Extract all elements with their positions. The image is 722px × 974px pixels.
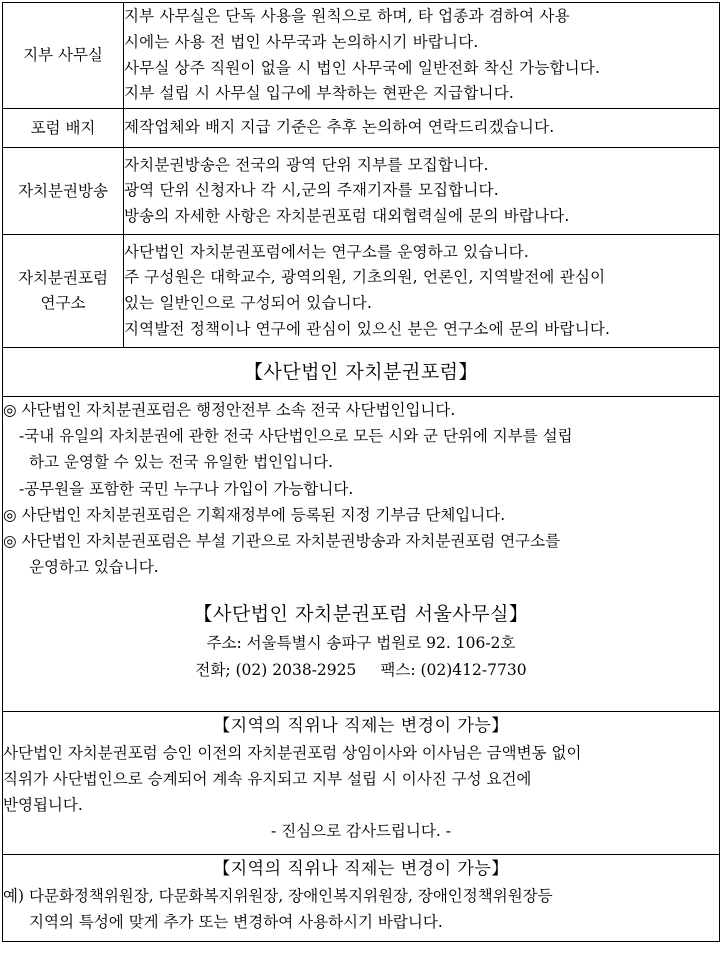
org-info [3,397,720,712]
content-line: 방송의 자세한 사항은 자치분권포럼 대외협력실에 문의 바랍나다. [124,206,570,225]
row-label-text: 자치분권포럼 [18,269,108,287]
content-line: 있는 일반인으로 구성되어 있습니다. [124,294,373,312]
row-label [3,109,124,148]
info-line: 하고 운영할 수 있는 전국 유일한 법인입니다. [29,453,334,472]
row-label-text: 지부 사무실 [23,46,103,64]
content-line: 주 구성원은 대학교수, 광역의원, 기초의원, 언론인, 지역발전에 관심이 [124,268,606,287]
info-line: ◎ 사단법인 자치분권포럼은 행정안전부 소속 전국 사단법인입니다. [3,401,456,419]
section-2-line: 지역의 특성에 맞게 추가 또는 변경하여 사용하시기 바랍니다. [29,913,443,931]
row-content [124,109,720,148]
office-fax: 팩스: (02)412-7730 [380,660,527,679]
row-forum-badge [3,109,720,148]
info-line: 운영하고 있습니다. [29,558,159,577]
office-contact [3,657,719,683]
section-1-line: 사단법인 자치분권포럼 승인 이전의 자치분권포럼 상임이사와 이사님은 금액변동 없이 [3,744,582,762]
section-1-line: 직위가 사단법인으로 승계되어 계속 유지되고 지부 설립 시 이사진 구성 요건에 [3,770,532,788]
row-section-1 [3,712,720,855]
info-line: -공무원을 포함한 국민 누구나 가입이 가능합니다. [19,479,354,498]
content-line: 지역발전 정책이나 연구에 관심이 있으신 분은 연구소에 문의 바랍니다. [124,319,611,338]
row-section-2 [3,855,720,942]
section-1-title: 【지역의 직위나 직제는 변경이 가능】 [213,716,509,736]
section-2 [3,855,720,942]
info-line: ◎ 사단법인 자치분권포럼은 기획재정부에 등록된 지정 기부금 단체입니다. [3,505,506,524]
row-content [124,148,720,235]
row-label-text: 포럼 배지 [30,118,96,137]
content-line: 지부 설립 시 사무실 입구에 부착하는 현판은 지급합니다. [124,84,514,103]
row-label [3,235,124,348]
row-content [124,3,720,109]
office-phone: 전화; (02) 2038-2925 [195,660,357,679]
row-research-institute [3,235,720,348]
info-line: ◎ 사단법인 자치분권포럼은 부설 기관으로 자치분권방송과 자치분권포럼 연구소를 [3,532,561,551]
row-label-text: 연구소 [40,294,86,312]
content-line: 제작업체와 배지 지급 기준은 추후 논의하여 연락드리겠습니다. [124,118,555,137]
content-line: 사무실 상주 직원이 없을 시 법인 사무국에 일반전화 착신 가능합니다. [124,58,601,77]
closing-text: - 진심으로 감사드립니다. - [271,822,451,840]
office-address: 주소: 서울특별시 송파구 법원로 92. 106-2호 [206,634,516,653]
content-line: 시에는 사용 전 법인 사무국과 논의하시기 바랍니다. [124,32,479,51]
content-line: 광역 단위 신청자나 각 시,군의 주재기자를 모집합니다. [124,181,499,200]
row-broadcast [3,148,720,235]
row-label [3,3,124,109]
section-1-line: 반영됩니다. [3,796,83,814]
section-1 [3,712,720,855]
office-title: 【사단법인 자치분권포럼 서울사무실】 [193,603,529,626]
row-label-text: 자치분권방송 [18,181,108,200]
org-title: 【사단법인 자치분권포럼】 [3,348,720,397]
content-line: 자치분권방송은 전국의 광역 단위 지부를 모집합니다. [124,155,489,174]
row-branch-office [3,3,720,109]
section-2-title: 【지역의 직위나 직제는 변경이 가능】 [213,859,509,879]
row-org-title [3,348,720,397]
section-2-line: 예) 다문화정책위원장, 다문화복지위원장, 장애인복지위원장, 장애인정책위원장등 [3,887,553,905]
info-table [2,2,720,942]
content-line: 지부 사무실은 단독 사용을 원칙으로 하며, 타 업종과 겸하여 사용 [124,7,570,26]
row-org-info [3,397,720,712]
row-label [3,148,124,235]
content-line: 사단법인 자치분권포럼에서는 연구소를 운영하고 있습니다. [124,242,529,261]
info-line: -국내 유일의 자치분권에 관한 전국 사단법인으로 모든 시와 군 단위에 지부를 설립 [19,427,573,446]
row-content [124,235,720,348]
